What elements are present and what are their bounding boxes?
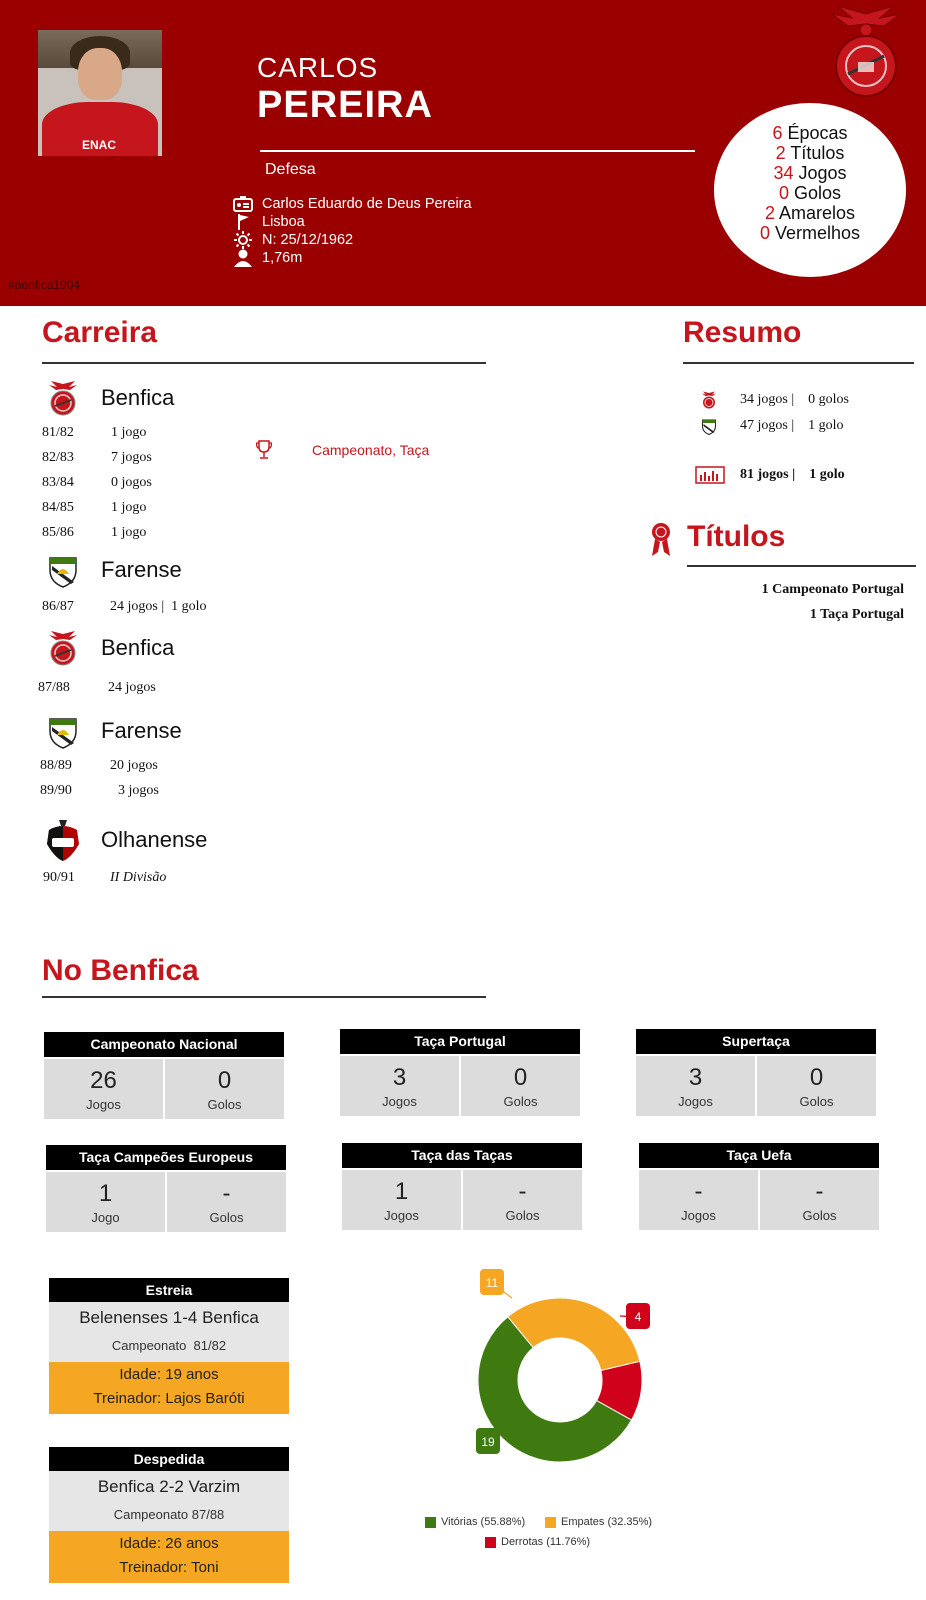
- career-stats-circle: [714, 103, 906, 277]
- despedida-box: [49, 1447, 289, 1583]
- height: 1,76m: [262, 250, 303, 266]
- resumo-total: 81 jogos | 1 golo: [740, 467, 845, 482]
- despedida-title: Despedida: [49, 1447, 289, 1471]
- carreira-title: Carreira: [42, 316, 158, 349]
- club-name: Benfica: [101, 635, 175, 660]
- estreia-box: [49, 1278, 289, 1414]
- competition-name: Campeonato Nacional: [44, 1032, 284, 1057]
- benfica-badge-icon: [45, 630, 81, 666]
- trophy-note: Campeonato, Taça: [312, 442, 430, 458]
- season-label: 88/89: [40, 758, 72, 773]
- farense-badge-icon: [700, 416, 718, 436]
- season-label: 85/86: [42, 525, 74, 540]
- legend-label: Vitórias (55.88%): [441, 1516, 526, 1528]
- resumo-divider: [683, 362, 914, 364]
- career-club-row: [45, 713, 182, 749]
- golos-cell: - Golos: [167, 1172, 286, 1232]
- id-card-icon: [232, 195, 254, 213]
- stat-amarelos: 2 Amarelos: [764, 203, 856, 223]
- titulos-divider: [687, 565, 916, 567]
- data-label-empates: [480, 1269, 512, 1298]
- height-row: [232, 249, 302, 267]
- jogos-cell: 3 Jogos: [636, 1056, 755, 1116]
- club-name: Farense: [101, 557, 182, 582]
- photo-shirt-text: ENAC: [82, 138, 117, 152]
- despedida-match: Benfica 2-2 Varzim: [97, 1477, 241, 1496]
- season-label: 81/82: [42, 425, 74, 440]
- no-benfica-title: No Benfica: [42, 954, 199, 987]
- benfica-badge-icon: [45, 380, 81, 416]
- club-name: Farense: [101, 718, 182, 743]
- club-name: Benfica: [101, 385, 175, 410]
- benfica-badge-icon: [700, 391, 718, 409]
- resumo-total-row: [695, 466, 845, 484]
- carreira-divider: [42, 362, 486, 364]
- stat-jogos: 34 Jogos: [773, 163, 847, 183]
- farense-badge-icon: [45, 552, 81, 588]
- bar-chart-icon: [695, 466, 725, 484]
- resumo-text: 47 jogos | 1 golo: [740, 418, 844, 433]
- competition-box: [636, 1029, 876, 1117]
- sun-icon: [232, 231, 254, 249]
- resumo-text: 34 jogos | 0 golos: [740, 392, 849, 407]
- season-games: 1 jogo: [111, 525, 147, 540]
- season-label: 89/90: [40, 783, 72, 798]
- resumo-row: [700, 416, 844, 436]
- hashtag: #benfica1904: [8, 278, 81, 292]
- jogos-cell: 1 Jogo: [46, 1172, 165, 1232]
- competition-box: [342, 1143, 582, 1231]
- svg-text:11: 11: [485, 1276, 499, 1290]
- season-label: 86/87: [42, 599, 74, 614]
- person-icon: [232, 249, 254, 267]
- legend-item-vitorias: [425, 1516, 525, 1528]
- titulos-title: Títulos: [687, 520, 786, 553]
- career-club-row: [45, 818, 207, 862]
- no-benfica-divider: [42, 996, 486, 998]
- full-name: Carlos Eduardo de Deus Pereira: [262, 196, 472, 212]
- stat-epocas: 6 Épocas: [772, 123, 848, 143]
- golos-cell: 0 Golos: [757, 1056, 876, 1116]
- farense-badge-icon: [45, 713, 81, 749]
- award-ribbon-icon: [650, 522, 672, 558]
- competition-box: [639, 1143, 879, 1231]
- legend-label: Empates (32.35%): [561, 1516, 653, 1528]
- golos-cell: 0 Golos: [165, 1059, 284, 1119]
- svg-text:4: 4: [634, 1310, 642, 1324]
- club-name: Olhanense: [101, 827, 208, 852]
- jogos-cell: 26 Jogos: [44, 1059, 163, 1119]
- legend-swatch: [425, 1517, 436, 1528]
- full-name-row: [232, 195, 472, 213]
- titulo-item: 1 Campeonato Portugal: [761, 582, 904, 597]
- season-games: II Divisão: [110, 870, 167, 885]
- birthplace: Lisboa: [262, 214, 305, 230]
- season-label: 87/88: [38, 680, 70, 695]
- season-games: 7 jogos: [111, 450, 152, 465]
- competition-name: Taça Uefa: [639, 1143, 879, 1168]
- golos-cell: - Golos: [760, 1170, 879, 1230]
- legend-label: Derrotas (11.76%): [501, 1536, 591, 1548]
- legend-item-empates: [545, 1516, 652, 1528]
- legend-swatch: [485, 1537, 496, 1548]
- flag-icon: [232, 213, 254, 231]
- career-club-row: [45, 552, 182, 588]
- season-label: 82/83: [42, 450, 74, 465]
- stat-vermelhos: 0 Vermelhos: [759, 223, 861, 243]
- season-games: 24 jogos: [108, 680, 156, 695]
- birthplace-row: [232, 213, 305, 231]
- competition-box: [46, 1145, 286, 1233]
- resumo-row: [700, 391, 849, 409]
- jogos-cell: - Jogos: [639, 1170, 758, 1230]
- birthdate-row: [232, 231, 353, 249]
- resumo-title: Resumo: [683, 316, 802, 349]
- competition-name: Taça das Taças: [342, 1143, 582, 1168]
- season-label: 84/85: [42, 500, 74, 515]
- season-label: 83/84: [42, 475, 74, 490]
- competition-name: Supertaça: [636, 1029, 876, 1054]
- season-label: 90/91: [43, 870, 75, 885]
- player-photo: [38, 30, 162, 156]
- estreia-competition: Campeonato 81/82: [111, 1338, 227, 1353]
- season-games: 0 jogos: [111, 475, 152, 490]
- season-games: 1 jogo: [111, 500, 147, 515]
- birthdate: N: 25/12/1962: [262, 232, 354, 248]
- legend-item-derrotas: [485, 1536, 590, 1548]
- despedida-idade: Idade: 26 anos: [119, 1535, 219, 1552]
- despedida-treinador: Treinador: Toni: [119, 1559, 219, 1576]
- estreia-title: Estreia: [49, 1278, 289, 1302]
- competition-box: [44, 1032, 284, 1120]
- jogos-cell: 3 Jogos: [340, 1056, 459, 1116]
- despedida-competition: Campeonato 87/88: [113, 1507, 225, 1522]
- season-games: 20 jogos: [110, 758, 158, 773]
- player-last-name: PEREIRA: [257, 84, 433, 126]
- results-donut-chart: [430, 1268, 690, 1498]
- player-header: [0, 0, 926, 306]
- svg-text:19: 19: [481, 1435, 495, 1449]
- competition-box: [340, 1029, 580, 1117]
- trophy-icon: [256, 440, 272, 460]
- season-games: 24 jogos | 1 golo: [110, 599, 207, 614]
- jogos-cell: 1 Jogos: [342, 1170, 461, 1230]
- legend-swatch: [545, 1517, 556, 1528]
- golos-cell: - Golos: [463, 1170, 582, 1230]
- estreia-idade: Idade: 19 anos: [119, 1366, 219, 1383]
- competition-name: Taça Campeões Europeus: [46, 1145, 286, 1170]
- stat-golos: 0 Golos: [778, 183, 842, 203]
- data-label-derrotas: [620, 1303, 650, 1329]
- golos-cell: 0 Golos: [461, 1056, 580, 1116]
- player-position: Defesa: [265, 161, 316, 178]
- career-club-row: [45, 380, 174, 416]
- benfica-crest-icon: [818, 4, 914, 100]
- season-games: 3 jogos: [118, 783, 159, 798]
- slice-empates: [508, 1298, 640, 1370]
- player-first-name: CARLOS: [257, 52, 379, 83]
- competition-name: Taça Portugal: [340, 1029, 580, 1054]
- estreia-treinador: Treinador: Lajos Baróti: [93, 1390, 245, 1407]
- stat-titulos: 2 Títulos: [775, 143, 845, 163]
- estreia-match: Belenenses 1-4 Benfica: [79, 1308, 259, 1327]
- season-games: 1 jogo: [111, 425, 147, 440]
- olhanense-badge-icon: [45, 818, 81, 862]
- career-club-row: [45, 630, 174, 666]
- titulo-item: 1 Taça Portugal: [809, 607, 904, 622]
- name-divider: [260, 150, 695, 152]
